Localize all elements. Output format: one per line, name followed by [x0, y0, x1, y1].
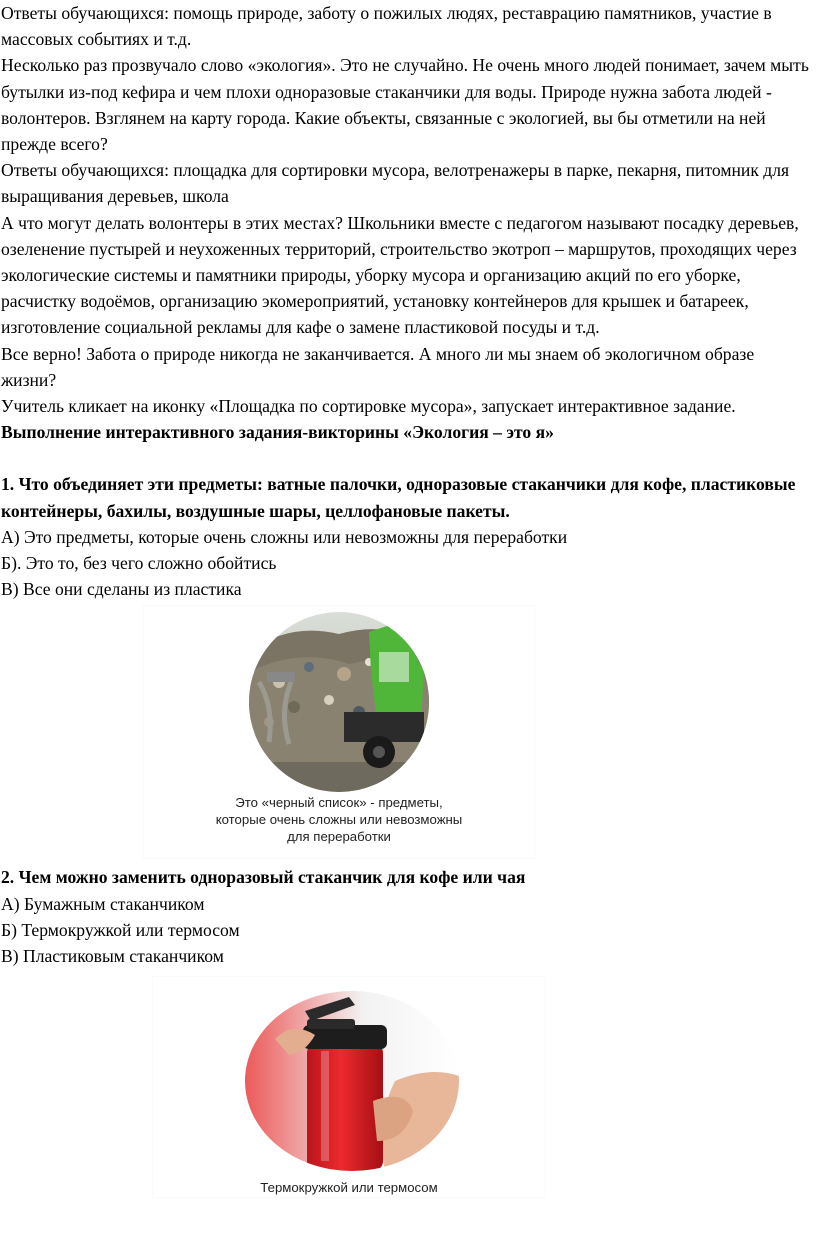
caption-line: для переработки: [287, 829, 391, 845]
document-body: [1, 0, 813, 1197]
section-heading: Выполнение интерактивного задания-викторины «Экология – это я»: [1, 422, 554, 443]
paragraph-ecology-word: Несколько раз прозвучало слово «экология». Это не случайно. Не очень много людей понимает, зачем мыть бутылки из-под кефира и чем плохи одноразовые стаканчики для воды. Природе нужна забота людей - волонтеров. Взглянем на карту города. Какие объекты, связанные с экологией, вы бы отметили на ней прежде всего?: [1, 55, 809, 155]
question-1-text: 1. Что объединяет эти предметы: ватные палочки, одноразовые стаканчики для кофе, пластиковые контейнеры, бахилы, воздушные шары, целлофановые пакеты.: [1, 474, 796, 521]
question-2-option-a: А) Бумажным стаканчиком: [1, 893, 205, 914]
question-1-option-a: А) Это предметы, которые очень сложны или невозможны для переработки: [1, 526, 568, 547]
garbage-sorting-photo: [249, 612, 429, 792]
caption-line: Термокружкой или термосом: [260, 1180, 438, 1196]
question-2-caption: [153, 1179, 545, 1196]
caption-line: которые очень сложны или невозможны: [215, 812, 463, 828]
question-1-option-b: Б). Это то, без чего сложно обойтись: [1, 553, 277, 574]
blank-line: [1, 445, 813, 471]
question-1-figure: [144, 606, 534, 858]
paragraph-answers-1: Ответы обучающихся: помощь природе, заботу о пожилых людях, реставрацию памятников, участие в массовых событиях и т.д.: [1, 3, 772, 50]
caption-line: Это «черный список» - предметы,: [235, 795, 443, 811]
thermos-mug-photo: [245, 991, 459, 1171]
question-2-option-b: Б) Термокружкой или термосом: [1, 919, 240, 940]
question-2-option-c: В) Пластиковым стаканчиком: [1, 946, 224, 967]
question-2-figure: [153, 977, 545, 1197]
paragraph-teacher-clicks: Учитель кликает на иконку «Площадка по сортировке мусора», запускает интерактивное задание.: [1, 396, 736, 417]
question-2-text: 2. Чем можно заменить одноразовый стаканчик для кофе или чая: [1, 867, 526, 888]
paragraph-answers-2: Ответы обучающихся: площадка для сортировки мусора, велотренажеры в парке, пекарня, питомник для выращивания деревьев, школа: [1, 160, 790, 207]
paragraph-correct: Все верно! Забота о природе никогда не заканчивается. А много ли мы знаем об экологичном образе жизни?: [1, 343, 755, 390]
question-1-caption: [144, 794, 534, 845]
question-1-option-c: В) Все они сделаны из пластика: [1, 579, 242, 600]
paragraph-volunteers: А что могут делать волонтеры в этих местах? Школьники вместе с педагогом называют посадку деревьев, озеленение пустырей и неухоженных территорий, строительство экотроп – маршрутов, проходящих через экологические системы и памятники природы, уборку мусора и организацию акций по его уборке, расчистку водоёмов, организацию экомероприятий, установку контейнеров для крышек и батареек, изготовление социальной рекламы для кафе о замене пластиковой посуды и т.д.: [1, 212, 799, 338]
